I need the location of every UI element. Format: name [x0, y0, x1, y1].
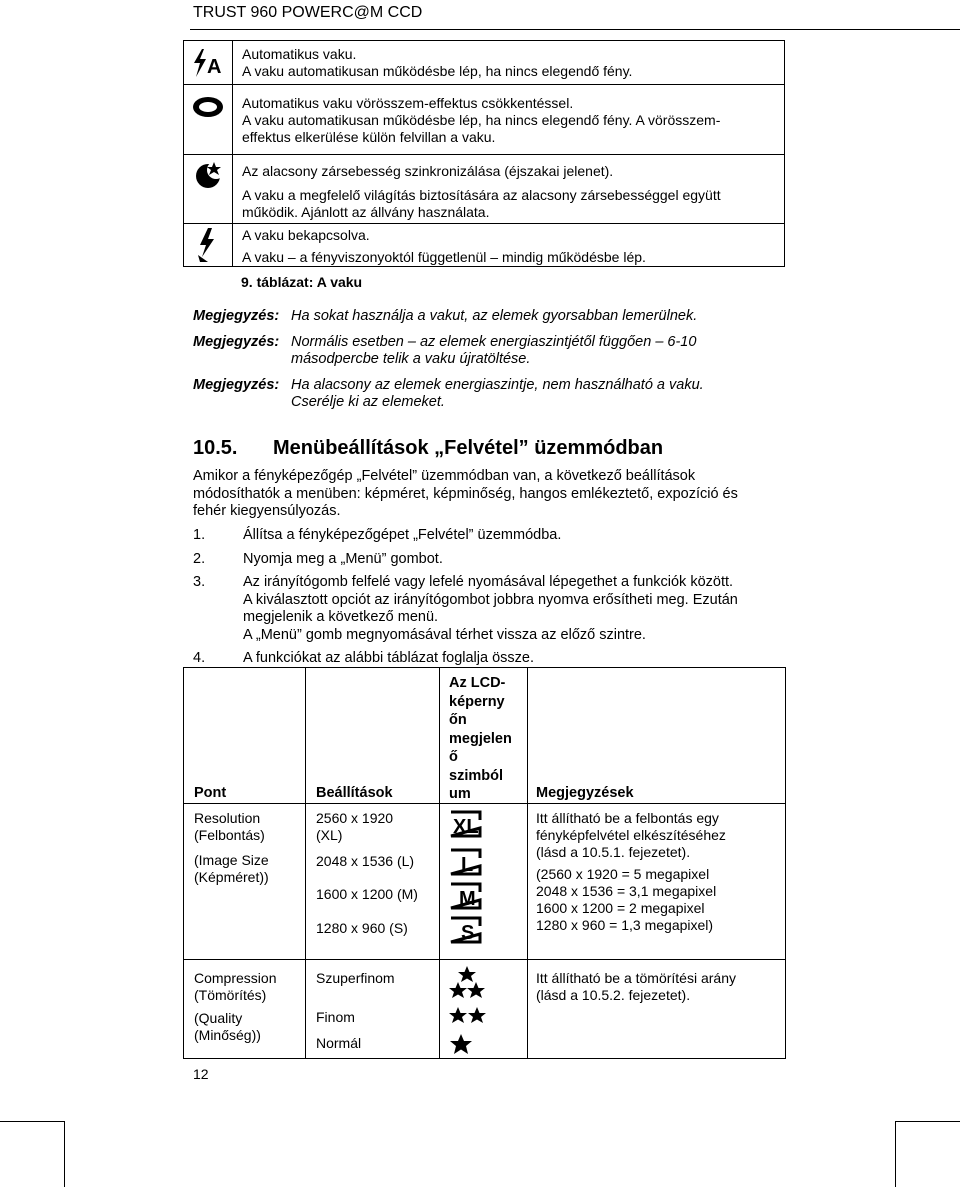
cell-line: (Képméret)) — [194, 869, 269, 885]
step-number: 1. — [193, 527, 206, 543]
cell-line: 2048 x 1536 (L) — [316, 853, 415, 869]
resolution-options — [316, 810, 418, 937]
settings-table — [183, 667, 786, 1059]
crop-mark — [0, 1121, 65, 1122]
cell-line: Itt állítható be a felbontás egy — [536, 810, 719, 826]
flash-row-title: Automatikus vaku. — [242, 46, 357, 62]
list-item — [193, 650, 738, 668]
flash-mode-table — [183, 40, 785, 267]
step-text: Állítsa a fényképezőgépet „Felvétel” üzemmódba. — [243, 527, 562, 543]
header-line: Az LCD- — [449, 675, 506, 691]
cell-line: Szuperfinom — [316, 970, 395, 986]
svg-text:M: M — [459, 888, 476, 910]
compression-options — [316, 970, 395, 1052]
crop-mark — [64, 1121, 65, 1187]
svg-text:A: A — [207, 56, 222, 78]
auto-flash-icon — [192, 47, 224, 79]
flash-row-title: Az alacsony zársebesség szinkronizálása (éjszakai jelenet). — [242, 163, 614, 179]
header-line: képerny — [449, 693, 505, 710]
cell-line: 1280 x 960 (S) — [316, 920, 408, 936]
cell-line: Resolution — [194, 810, 261, 826]
step-number: 4. — [193, 650, 206, 666]
flash-row-description: működik. Ajánlott az állvány használata. — [242, 204, 490, 220]
section-number: 10.5. — [193, 437, 238, 459]
cell-line: (XL) — [316, 827, 343, 843]
cell-line: (Minőség)) — [194, 1027, 261, 1043]
cell-line: (Tömörítés) — [194, 987, 267, 1003]
notes-list — [193, 308, 751, 420]
header-line: um — [449, 786, 471, 802]
svg-text:XL: XL — [453, 816, 479, 838]
step-number: 3. — [193, 574, 206, 590]
cell-line: 1600 x 1200 (M) — [316, 886, 418, 902]
note-label: Megjegyzés: — [193, 377, 280, 393]
l-size-icon — [449, 848, 483, 876]
note-item — [193, 377, 751, 411]
column-header-lcd-symbol — [449, 674, 529, 804]
one-star-icon — [449, 1033, 473, 1055]
table-column-divider — [305, 668, 306, 1058]
list-item — [193, 574, 738, 644]
flash-row-auto — [242, 46, 782, 80]
step-text: Nyomja meg a „Menü” gombot. — [243, 550, 443, 567]
step-text: megjelenik a következő menü. — [243, 609, 439, 625]
cell-line: Normál — [316, 1035, 362, 1051]
cell-line: (Image Size — [194, 852, 269, 868]
flash-row-description: A vaku automatikusan működésbe lép, ha nincs elegendő fény. — [242, 63, 633, 79]
cell-line: Itt állítható be a tömörítési arány — [536, 970, 736, 986]
note-text — [291, 377, 751, 411]
note-line: Ha alacsony az elemek energiaszintje, nem használható a vaku. — [291, 377, 704, 393]
resolution-point — [194, 810, 269, 886]
header-line: őn — [449, 712, 467, 728]
cell-line: (lásd a 10.5.2. fejezetet). — [536, 987, 691, 1003]
flash-row-description: A vaku a megfelelő világítás biztosítására az alacsony zársebességgel együtt — [242, 187, 721, 203]
cell-line: (lásd a 10.5.1. fejezetet). — [536, 844, 691, 860]
flash-row-night — [242, 163, 782, 221]
note-text — [291, 308, 751, 325]
flash-row-red-eye — [242, 95, 782, 146]
cell-line: Finom — [316, 1009, 355, 1025]
cell-line: (2560 x 1920 = 5 megapixel — [536, 866, 710, 882]
cell-line: 1600 x 1200 = 2 megapixel — [536, 900, 705, 916]
compression-point — [194, 970, 276, 1044]
cell-line: 2048 x 1536 = 3,1 megapixel — [536, 883, 717, 899]
flash-row-description: A vaku automatikusan működésbe lép, ha nincs elegendő fény. A vörösszem- — [242, 112, 721, 128]
flash-row-on — [242, 227, 782, 266]
two-stars-icon — [449, 1006, 487, 1026]
note-line: másodpercbe telik a vaku újratöltése. — [291, 351, 531, 367]
svg-text:S: S — [461, 922, 475, 944]
note-line: Cserélje ki az elemeket. — [291, 394, 445, 410]
compression-notes — [536, 970, 736, 1004]
column-header-point: Pont — [194, 785, 227, 801]
note-line: Normális esetben – az elemek energiaszintjétől függően – 6-10 — [291, 334, 697, 350]
cell-line: fényképfelvétel elkészítéséhez — [536, 827, 726, 843]
table-row-divider — [184, 223, 784, 224]
flash-row-title: A vaku bekapcsolva. — [242, 227, 370, 243]
note-label: Megjegyzés: — [193, 334, 280, 350]
intro-line: módosíthatók a menüben: képméret, képminőség, hangos emlékeztető, expozíció és — [193, 485, 738, 502]
column-header-settings: Beállítások — [316, 785, 393, 801]
flash-row-title: Automatikus vaku vörösszem-effektus csökkentéssel. — [242, 95, 574, 111]
xl-size-icon — [449, 810, 483, 838]
cell-line: Compression — [194, 970, 277, 986]
crop-mark — [895, 1121, 896, 1187]
header-divider — [190, 29, 960, 30]
note-item — [193, 334, 751, 368]
intro-line: fehér kiegyensúlyozás. — [193, 503, 341, 519]
flash-row-description: A vaku – a fényviszonyoktól függetlenül – mindig működésbe lép. — [242, 249, 646, 265]
section-heading — [193, 437, 663, 460]
table-row-divider — [184, 959, 785, 960]
cell-line: 1280 x 960 = 1,3 megapixel) — [536, 917, 714, 933]
document-title: TRUST 960 POWERC@M CCD — [193, 4, 423, 21]
resolution-notes — [536, 810, 726, 934]
note-line: Ha sokat használja a vakut, az elemek gyorsabban lemerülnek. — [291, 308, 698, 324]
steps-list — [193, 527, 738, 674]
step-text: A kiválasztott opciót az irányítógombot jobbra nyomva erősítheti meg. Ezután — [243, 591, 738, 608]
section-intro — [193, 468, 783, 521]
three-stars-icon — [449, 965, 485, 1001]
flash-row-description: effektus elkerülése külön felvillan a vaku. — [242, 129, 496, 145]
table-row-divider — [184, 84, 784, 85]
night-mode-icon — [192, 159, 224, 191]
header-line: ő — [449, 749, 458, 765]
cell-line: (Felbontás) — [194, 827, 265, 843]
note-label: Megjegyzés: — [193, 308, 280, 324]
crop-mark — [895, 1121, 960, 1122]
page-number: 12 — [193, 1066, 209, 1082]
section-title: Menübeállítások „Felvétel” üzemmódban — [273, 437, 664, 459]
table-caption: 9. táblázat: A vaku — [241, 274, 363, 290]
header-line: szimból — [449, 767, 503, 784]
step-number: 2. — [193, 550, 206, 567]
table-row-divider — [184, 154, 784, 155]
list-item — [193, 551, 738, 569]
note-text — [291, 334, 751, 368]
intro-line: Amikor a fényképezőgép „Felvétel” üzemmódban van, a következő beállítások — [193, 468, 696, 484]
header-line: megjelen — [449, 730, 512, 747]
m-size-icon — [449, 882, 483, 910]
svg-text:L: L — [461, 854, 474, 876]
cell-line: 2560 x 1920 — [316, 810, 394, 826]
table-column-divider — [439, 668, 440, 1058]
step-text: A „Menü” gomb megnyomásával térhet vissza az előző szintre. — [243, 626, 646, 643]
cell-line: (Quality — [194, 1010, 243, 1026]
note-item — [193, 308, 751, 325]
list-item — [193, 527, 738, 545]
s-size-icon — [449, 916, 483, 944]
column-header-notes: Megjegyzések — [536, 785, 634, 801]
step-text: A funkciókat az alábbi táblázat foglalja össze. — [243, 650, 534, 666]
flash-on-icon — [192, 227, 224, 263]
step-text: Az irányítógomb felfelé vagy lefelé nyomásával lépegethet a funkciók között. — [243, 574, 734, 590]
red-eye-icon — [192, 91, 224, 123]
